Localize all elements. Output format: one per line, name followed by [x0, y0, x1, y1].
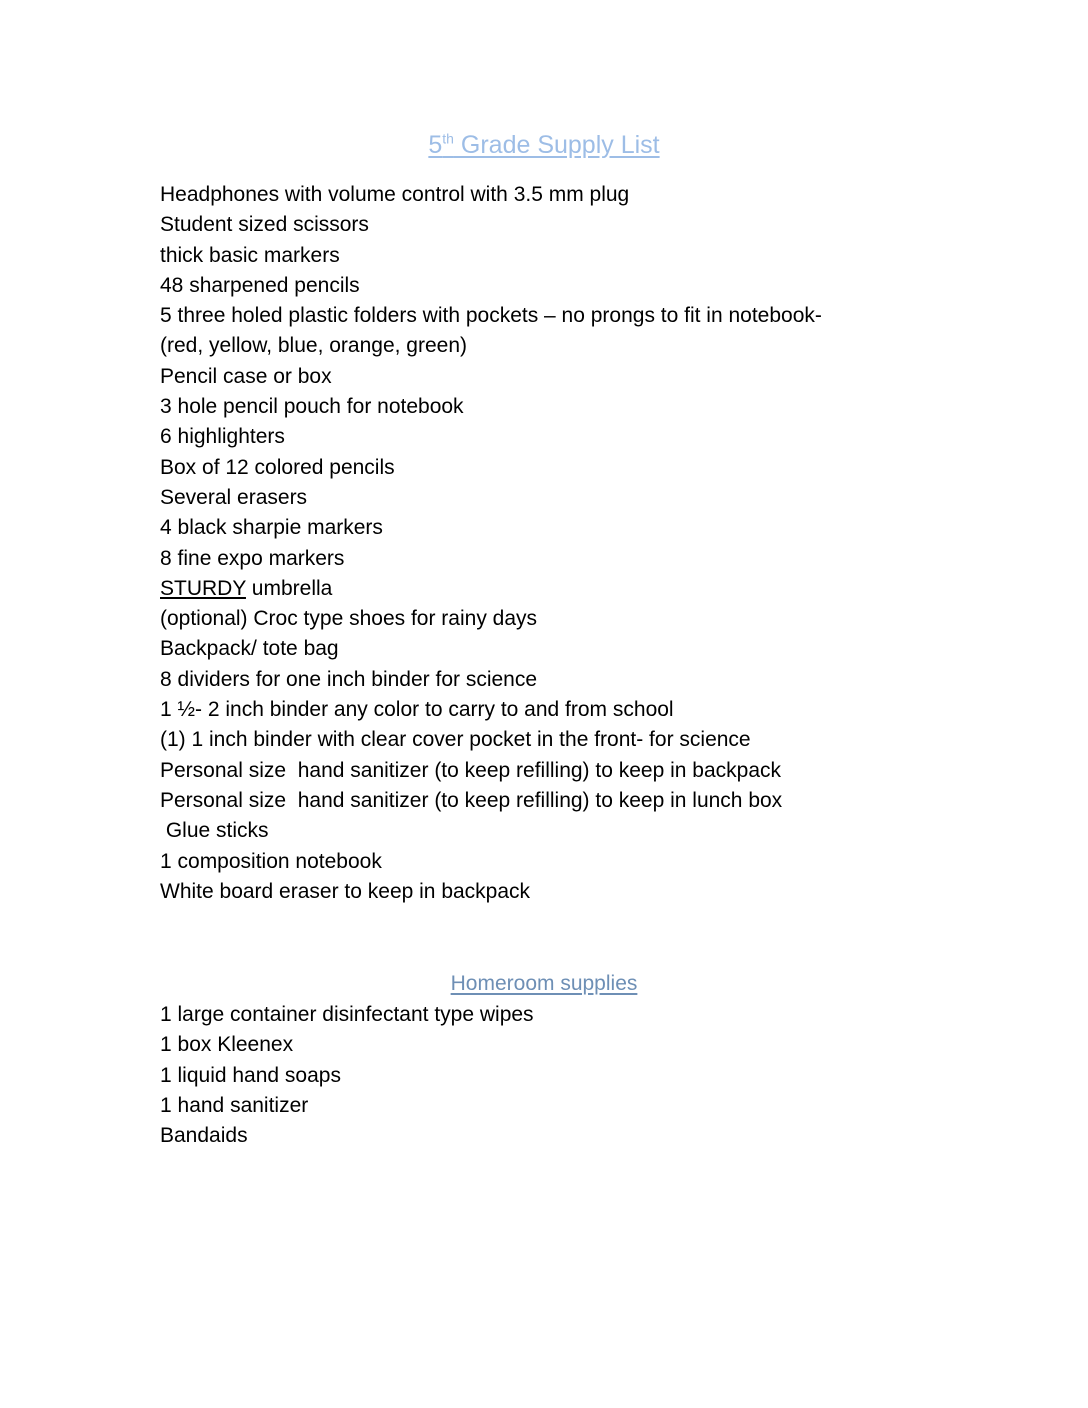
- list-item: 8 fine expo markers: [160, 546, 345, 570]
- title-suffix: Grade Supply List: [453, 131, 660, 159]
- list-item: Student sized scissors: [160, 213, 369, 237]
- list-item: Glue sticks: [160, 819, 269, 843]
- list-item: Headphones with volume control with 3.5 mm plug: [160, 183, 630, 206]
- list-item: 1 ½- 2 inch binder any color to carry to and from school: [160, 698, 674, 722]
- list-item: Backpack/ tote bag: [160, 637, 339, 661]
- list-item: 48 sharpened pencils: [160, 273, 360, 297]
- umbrella-text: umbrella: [245, 576, 333, 600]
- supply-list: [160, 180, 822, 907]
- list-item: Pencil case or box: [160, 364, 332, 388]
- list-item: (red, yellow, blue, orange, green): [160, 334, 468, 358]
- title-superscript: th: [442, 130, 454, 147]
- list-item: 1 composition notebook: [160, 849, 382, 873]
- list-item: White board eraser to keep in backpack: [160, 879, 531, 903]
- list-item: (optional) Croc type shoes for rainy days: [160, 607, 538, 631]
- list-item: Several erasers: [160, 485, 308, 509]
- list-item: 1 box Kleenex: [160, 1033, 294, 1057]
- page-title: [0, 128, 1088, 162]
- sturdy-emphasis: STURDY: [160, 576, 246, 600]
- list-item: 4 black sharpie markers: [160, 516, 383, 540]
- list-item: 5 three holed plastic folders with pockets – no prongs to fit in notebook-: [160, 304, 822, 328]
- list-item: Personal size hand sanitizer (to keep refilling) to keep in lunch box: [160, 788, 783, 812]
- list-item: Bandaids: [160, 1124, 248, 1148]
- list-item: 3 hole pencil pouch for notebook: [160, 395, 464, 419]
- list-item: 1 liquid hand soaps: [160, 1063, 341, 1087]
- homeroom-heading: Homeroom supplies: [450, 972, 638, 995]
- list-item: 1 hand sanitizer: [160, 1093, 309, 1117]
- list-item: (1) 1 inch binder with clear cover pocket in the front- for science: [160, 728, 751, 752]
- list-item: 6 highlighters: [160, 425, 285, 449]
- title-prefix: 5: [428, 131, 443, 159]
- list-item: 8 dividers for one inch binder for science: [160, 667, 538, 691]
- list-item-umbrella: [160, 574, 822, 604]
- homeroom-list: [160, 1000, 534, 1151]
- list-item: Box of 12 colored pencils: [160, 455, 395, 479]
- list-item: Personal size hand sanitizer (to keep refilling) to keep in backpack: [160, 758, 781, 782]
- list-item: 1 large container disinfectant type wipes: [160, 1003, 534, 1026]
- list-item: thick basic markers: [160, 243, 340, 267]
